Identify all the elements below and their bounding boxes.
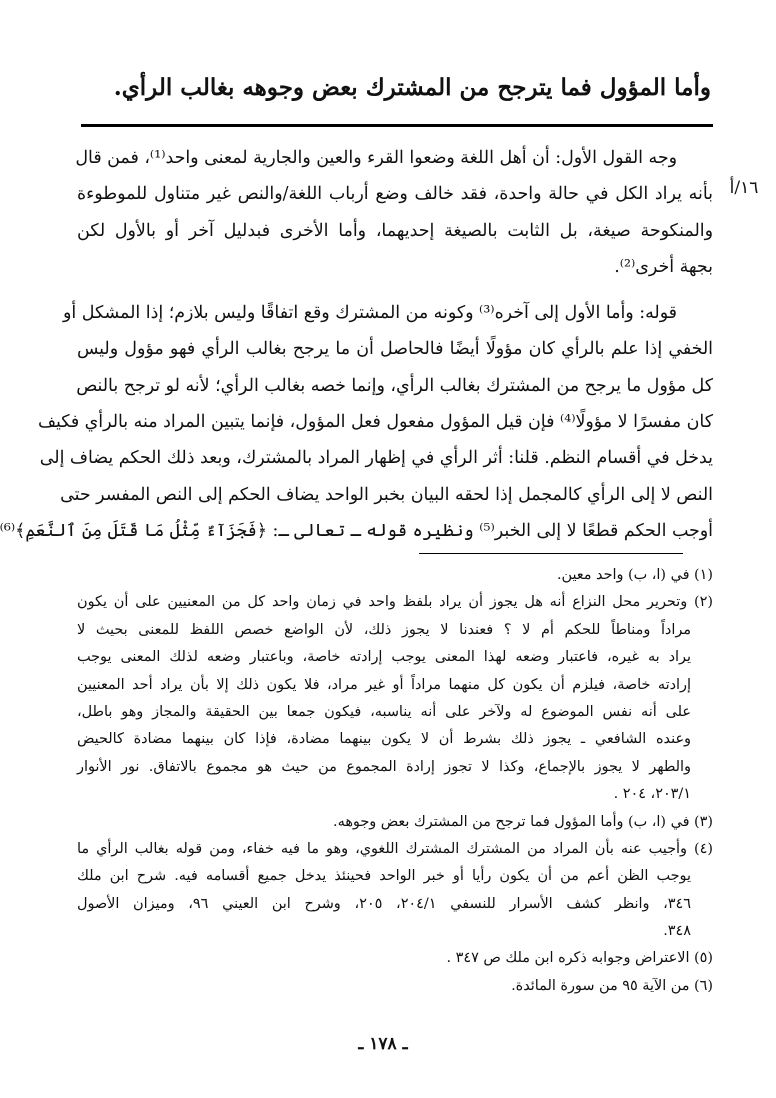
footnote-line: (٦) من الآية ٩٥ من سورة المائدة. (511, 977, 713, 994)
main-text (0, 140, 713, 549)
footnote-line: وعنده الشافعي ـ يجوز ذلك بشرط أن لا يكون بينهما مضادة، فإذا كان بينهما مضادة كالحيض (77, 731, 691, 748)
footnote-line: (٤) وأجيب عنه بأن المراد من المشترك المشترك اللغوي، وهو ما فيه خفاء، ومن قوله بغالب الرأي ما (77, 840, 713, 857)
text-line: يدخل في أقسام النظم. قلنا: أثر الرأي في إظهار المراد بالمشترك، وبعد ذلك الحكم يضاف إلى (39, 448, 713, 469)
text-line: والمنكوحة صيغة، بل الثابت بالصيغة إحديهما، وأما الأخرى فبدليل آخر أو بالأول لكن (77, 220, 713, 241)
footnote-line: (٥) الاعتراض وجوابه ذكره ابن ملك ص ٣٤٧ . (446, 950, 713, 967)
manuscript-folio-reference: ١٦/أ (729, 178, 759, 198)
footnote-line: ٢٠٣/١، ٢٠٤ . (613, 786, 691, 803)
text-line: بأنه يراد الكل في حالة واحدة، فقد خالف وضع أرباب اللغة/والنص غير متناول للموطوءة (77, 184, 713, 205)
footnote-line: يراد به غيره، فاعتبار وضعه لهذا المعنى يوجب إرادته خاصة، وباعتبار وضعه لذلك المعنى يوجب (77, 649, 691, 666)
footnote-separator (419, 553, 683, 554)
text-line: كان مفسرًا لا مؤولًا⁽⁴⁾ فإن قيل المؤول مفعول فعل المؤول، فإنما يتبين المراد منه بالرأي فكيف (37, 412, 713, 433)
text-line: النص لا إلى الرأي كالمجمل إذا لحقه البيان بخبر الواحد يضاف الحكم إلى النص المفسر حتى (60, 484, 713, 505)
text-line: قوله: وأما الأول إلى آخره⁽³⁾ وكونه من المشترك وقع اتفاقًا وليس بلازم؛ إذا المشكل أو (63, 303, 677, 324)
text-line: الخفي إذا علم بالرأي كان مؤولًا أيضًا فالحاصل أن ما يرجح بغالب الرأي فهو مؤول وليس (77, 339, 713, 360)
footnote-line: والطهر لا يجوز بالإجماع، وكذا لا تجوز إرادة المجموع من حيث هو مجموع بالاتفاق. نور الأنوار (77, 758, 691, 775)
footnote-line: ٣٤٨. (663, 923, 691, 940)
footnote-line: إرادته خاصة، فيلزم أن يكون كل منهما مراداً أو غير مراد، فلا يكون ذلك إلا بأن يراد أحد المعنيين (77, 676, 691, 693)
footnote-line: (٣) في (ا، ب) وأما المؤول فما ترجح من المشترك بعض وجوهه. (333, 813, 713, 830)
running-title: وأما المؤول فما يترجح من المشترك بعض وجوهه بغالب الرأي. (113, 74, 711, 101)
text-line: بجهة أخرى⁽²⁾. (614, 256, 713, 277)
footnote-line: (٢) وتحرير محل النزاع أنه هل يجوز أن يراد بلفظ واحد في زمان واحد كل من المعنيين على أن يكون (77, 594, 713, 611)
text-line: كل مؤول ما يرجح من المشترك بغالب الرأي، وإنما خصه بغالب الرأي؛ لأنه لو ترجح بالنص (76, 375, 713, 396)
footnotes (77, 562, 713, 1000)
footnote-line: يوجب الظن أعم من أن يكون رأيا أو خبر الواحد فحينئذ يدخل جميع أقسامه فيه. شرح ابن ملك (77, 868, 691, 885)
footnote-line: على أنه نفس الموضوع له ولآخر على أنه يناسبه، فيكون جمعا بين الحقيقة والمجاز وهو باطل، (77, 703, 691, 720)
footnote-line: ٣٤٦، وانظر كشف الأسرار للنسفي ٢٠٤/١، ٢٠٥، وشرح ابن العيني ٩٦، وميزان الأصول (77, 895, 691, 912)
footnote-line: (١) في (ا، ب) واحد معين. (556, 567, 713, 583)
page-number: ـ ١٧٨ ـ (358, 1034, 408, 1054)
text-line: وجه القول الأول: أن أهل اللغة وضعوا القرء والعين والجارية لمعنى واحد⁽¹⁾، فمن قال (75, 148, 677, 168)
footnote-line: مراداً ومناطاً للحكم أم لا ؟ فعندنا لا يجوز ذلك، لأن الواضع خصص اللفظ للمعنى بحيث لا (77, 621, 691, 638)
header-rule (81, 124, 713, 127)
text-line: أوجب الحكم قطعًا لا إلى الخبر⁽⁵⁾ ونظيره قوله ـ تعالى ـ: ﴿فَجَزَآءٌ مِّثْلُ مَا قَتَلَ مِنَ ٱلنَّعَمِ﴾⁽⁶⁾ (0, 520, 713, 541)
paragraph-gap (77, 285, 713, 295)
